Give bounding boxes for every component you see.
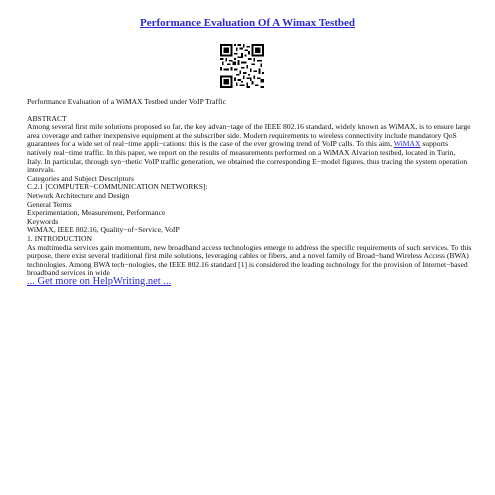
categories-heading: Categories and Subject Descriptors — [27, 173, 134, 183]
document-title — [0, 17, 495, 30]
introduction-heading: 1. INTRODUCTION — [27, 233, 92, 243]
introduction-paragraph: As multimedia services gain momentum, new broadband access technologies emerge to address the specific requirements of such services. To this purpose, there exist several traditional first mile solutions, leveraging cables or fibers, and a novel family of Broad−band Wireless Access (BWA) technologies. Among BWA tech−nologies, the IEEE 802.16 standard [1] is considered the leading technology for the provision of Internet−based broadband services in wide — [27, 242, 472, 278]
spacer — [27, 107, 472, 115]
category-subject: Network Architecture and Design — [27, 190, 130, 200]
wimax-inline-link[interactable]: WiMAX — [393, 139, 421, 149]
category-code: C.2.1 [COMPUTER−COMMUNICATION NETWORKS]: — [27, 182, 208, 192]
document-title-link[interactable]: Performance Evaluation Of A Wimax Testbed — [139, 17, 355, 29]
document-body — [27, 98, 472, 278]
qr-code-icon — [220, 44, 264, 88]
general-terms: Experimentation, Measurement, Performance — [27, 208, 166, 218]
get-more-link[interactable]: ... Get more on HelpWriting.net ... — [27, 276, 172, 287]
abstract-heading: ABSTRACT — [27, 113, 67, 123]
abstract-text-start: Among several first mile solutions proposed so far, the key advan−tage of the IEEE 802.16 standard, widely known as WiMAX, is to ensure large area coverage and rather inexpensive equipment at the subscriber side. Modern requirements to wireless connectivity include mandatory QoS guarantees for a wide set of real−time appli−cations: this is the case of the ever growing trend of VoIP calls. To this aim, — [27, 122, 471, 149]
general-terms-heading: General Terms — [27, 199, 72, 209]
abstract-text-end: supports natively real−time traffic. In this paper, we report on the results of measurements performed on a WiMAX Alvarion testbed, located in Turin, Italy. In particular, through syn−thetic VoIP traffic generation, we obtained the corresponding E−model figures, thus tracing the system operation intervals. — [27, 139, 468, 175]
keywords-heading: Keywords — [27, 216, 59, 226]
abstract-paragraph — [27, 123, 472, 175]
keywords: WiMAX, IEEE 802.16, Quality−of−Service, VoIP — [27, 225, 180, 235]
document-subtitle: Performance Evaluation of a WiMAX Testbed under VoIP Traffic — [27, 97, 226, 106]
